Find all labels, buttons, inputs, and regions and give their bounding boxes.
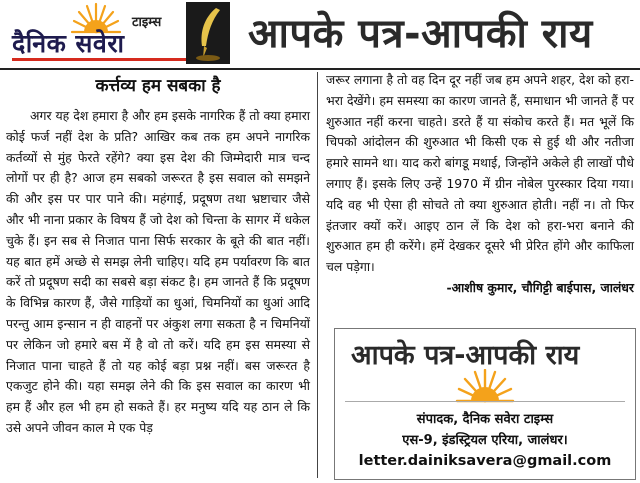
article-left-column [6,72,310,439]
logo-underline [12,58,190,61]
logo-times-label: टाइम्स [132,15,162,30]
article-right-column [326,70,634,299]
column-divider [317,72,318,478]
contact-box [334,328,636,480]
page-title: आपके पत्र-आपकी राय [248,11,593,57]
article-body-left: अगर यह देश हमारा है और हम इसके नागरिक हैं तो क्या हमारा कोई फर्ज नहीं देश के प्रति? आखिर कब तक हम अपने नागरिक कर्तव्यों से मुंह फेरते रहेंगे? क्या इस देश की जिम्मेदारी मात्र चन्द लोगों पर ही है? आज हम सबको जरूरत है इस सवाल को समझने की और इस पर पार पाने की। महंगाई, प्रदूषण तथा भ्रष्टाचार जैसे और भी नाना प्रकार के विषय हैं जो देश को चिन्ता के सागर में धकेल चुके हैं। इन सब से निजात पाना सिर्फ सरकार के बूते की बात नहीं। यह बात हमें अच्छे से समझ लेनी चाहिए। यदि हम पर्यावरण कि बात करें तो प्रदूषण सदी का सबसे बड़ा संकट है। हम जानते हैं कि प्रदूषण के विभिन्न कारण हैं, जैसे गाड़ियों का धुआं, चिमनियों का धुआं आदि परन्तु आम इन्सान न ही वाहनों पर अंकुश लगा सकता है न चिमनियों पर लेकिन जो हमारे बस में है वो तो करें। यदि हम इस समस्या से निजात पाना चाहते हैं तो यह कोई बड़ा प्रश्न नहीं। बस जरूरत है एकजुट होने की। यहा समझ लेने की कि इस सवाल का कारण भी हम हैं और हल भी हम हो सकते हैं। हर मनुष्य यदि यह ठान ले कि उसे अपने जीवन काल मे एक पेड़ [6,108,310,435]
article-title: कर्त्तव्य हम सबका है [95,76,221,96]
author-signature: -आशीष कुमार, चौगिट्टी बाईपास, जालंधर [446,279,634,295]
contact-box-rule [345,401,625,402]
contact-email: letter.dainiksavera@gmail.com [358,453,612,469]
contact-box-title: आपके पत्र-आपकी राय [351,340,580,371]
logo-name: दैनिक सवेरा [12,29,125,58]
dainik-savera-logo [6,2,206,64]
article-body-right: जरूर लगाना है तो वह दिन दूर नहीं जब हम अपने शहर, देश को हरा-भरा देखेंगे। हम समस्या का कारण जानते हैं, समाधान भी जानते हैं पर शुरुआत नहीं करना चाहते। डरते हैं या संकोच करते हैं। मत भूलें कि चिपको आंदोलन की शुरुआत भी किसी एक से हुई थी और नतीजा हमारे सामने था। याद करो बांगडू मथाई, जिन्होंने अकेले ही लाखों पौधे लगाए हैं। इसके लिए उन्हें 1970 में ग्रीन नोबेल पुरस्कार दिया गया। यदि वह भी ऐसा ही सोचते तो क्या शुरुआत होती। नहीं न। तो फिर इंतजार क्यों करें। आइए ठान लें कि देश को हरा-भरा बनाने की शुरुआत हम ही करेंगे। हमें देखकर दूसरे भी प्रेरित होंगे और काफिला चल पड़ेगा। [326,72,634,275]
editor-address-line1: संपादक, दैनिक सवेरा टाइम्स [416,412,554,427]
rising-sun-icon [449,369,521,403]
editor-address-line2: एस-9, इंडस्ट्रियल एरिया, जालंधर। [402,433,568,448]
quill-pen-icon [186,2,230,64]
newspaper-header [0,0,640,70]
